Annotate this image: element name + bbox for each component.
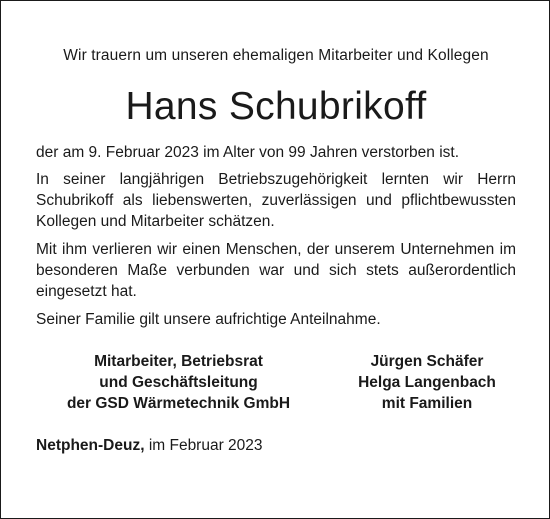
signature-family: [338, 351, 516, 414]
signature-line: Jürgen Schäfer: [370, 353, 484, 370]
obituary-notice: [36, 46, 516, 456]
paragraph-tribute: In seiner langjährigen Betriebszugehörigkeit lernten wir Herrn Schubrikoff als liebenswerten, zuverlässigen und pflichtbewussten Kollegen und Mitarbeiter schätzen.: [36, 171, 516, 230]
signature-line: Mitarbeiter, Betriebsrat: [94, 353, 263, 370]
intro-line: Wir trauern um unseren ehemaligen Mitarbeiter und Kollegen: [63, 47, 489, 64]
paragraph-death-date: der am 9. Februar 2023 im Alter von 99 Jahren verstorben ist.: [36, 144, 460, 161]
paragraph-loss: Mit ihm verlieren wir einen Menschen, der unserem Unternehmen im besonderen Maße verbunden war und sich stets außerordentlich eingesetzt hat.: [36, 241, 516, 300]
signature-line: Helga Langenbach: [358, 374, 496, 391]
signature-line: der GSD Wärmetechnik GmbH: [66, 395, 291, 412]
place: Netphen-Deuz,: [36, 437, 145, 454]
signature-line: mit Familien: [381, 395, 473, 412]
place-date: [36, 435, 516, 456]
deceased-name: Hans Schubrikoff: [125, 85, 427, 128]
signature-company: [36, 351, 321, 414]
paragraph-condolence: Seiner Familie gilt unsere aufrichtige Anteilnahme.: [36, 311, 381, 328]
signature-line: und Geschäftsleitung: [99, 374, 258, 391]
date: im Februar 2023: [148, 437, 263, 454]
signatures: [36, 351, 516, 414]
